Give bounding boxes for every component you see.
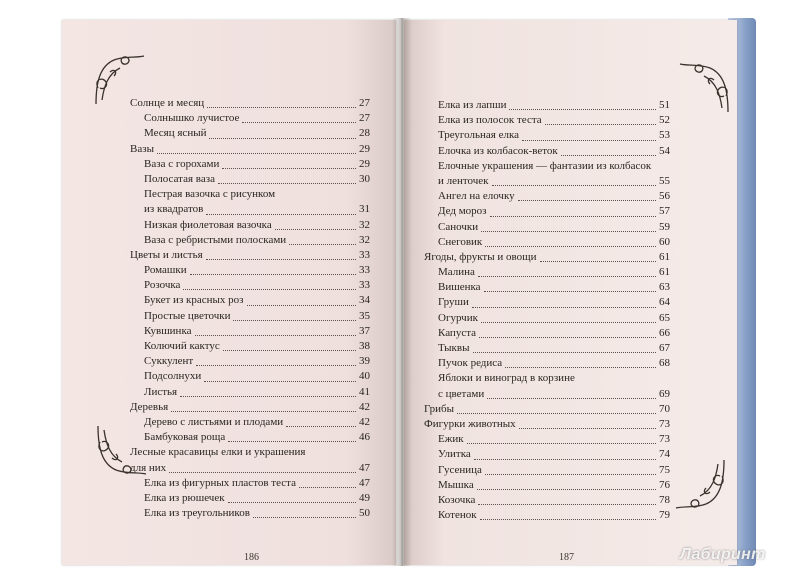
toc-entry-page: 73: [659, 433, 670, 446]
flourish-bottom-right-icon: [672, 456, 728, 512]
toc-entry-page: 52: [659, 114, 670, 127]
toc-leader-dots: [169, 471, 356, 473]
toc-entry: [130, 369, 370, 384]
toc-leader-dots: [190, 273, 356, 275]
toc-entry-title: Козочка: [438, 493, 476, 506]
toc-entry-page: 29: [359, 157, 370, 170]
toc-leader-dots: [223, 349, 356, 351]
toc-entry: [130, 385, 370, 400]
toc-leader-dots: [487, 397, 656, 399]
toc-entry: [130, 461, 370, 476]
toc-entry: [130, 400, 370, 415]
toc-entry-page: 47: [359, 476, 370, 489]
toc-entry: [130, 157, 370, 172]
toc-leader-dots: [518, 199, 656, 201]
toc-entry: [130, 202, 370, 217]
toc-entry: [424, 417, 670, 432]
toc-entry-title: Листья: [144, 385, 178, 398]
toc-entry: [130, 354, 370, 369]
toc-leader-dots: [157, 152, 356, 154]
toc-entry: [424, 189, 670, 204]
toc-entry-title: Огурчик: [438, 311, 478, 324]
toc-entry-page: 41: [359, 385, 370, 398]
toc-entry-page: 60: [659, 235, 670, 248]
toc-entry-page: 55: [659, 174, 670, 187]
watermark: Лабиринт: [680, 546, 766, 563]
toc-entry-page: 30: [359, 172, 370, 185]
toc-entry: [424, 144, 670, 159]
toc-entry: [130, 324, 370, 339]
toc-leader-dots: [286, 425, 356, 427]
toc-leader-dots: [242, 121, 356, 123]
toc-leader-dots: [472, 306, 656, 308]
toc-entry-title: Солнышко лучистое: [144, 112, 240, 125]
toc-entry-title: Ангел на елочку: [438, 190, 515, 203]
toc-leader-dots: [206, 213, 356, 215]
toc-entry: [424, 356, 670, 371]
toc-leader-dots: [180, 395, 356, 397]
toc-leader-dots: [204, 380, 356, 382]
toc-leader-dots: [209, 137, 356, 139]
toc-entry-title: Ягоды, фрукты и овощи: [424, 250, 537, 263]
toc-entry-title: Ваза с горохами: [144, 157, 220, 170]
toc-leader-dots: [233, 319, 356, 321]
toc-entry-title: и ленточек: [438, 174, 489, 187]
toc-leader-dots: [480, 518, 656, 520]
toc-leader-dots: [481, 321, 656, 323]
toc-entry-title: Дерево с листьями и плодами: [144, 415, 284, 428]
toc-entry: [130, 415, 370, 430]
toc-entry-page: 28: [359, 127, 370, 140]
toc-entry: [424, 493, 670, 508]
toc-entry-title: Солнце и месяц: [130, 97, 205, 109]
toc-entry-title: Вазы: [130, 142, 154, 155]
toc-entry-page: 68: [659, 357, 670, 370]
toc-entry-page: 42: [359, 415, 370, 428]
toc-entry-title: Малина: [438, 266, 475, 279]
toc-entry: [130, 491, 370, 506]
toc-leader-dots: [299, 486, 356, 488]
toc-leader-dots: [485, 473, 656, 475]
toc-entry-title: Полосатая ваза: [144, 172, 215, 185]
toc-entry-page: 74: [659, 448, 670, 461]
toc-entry-title: Капуста: [438, 326, 477, 339]
toc-entry-title: Букет из красных роз: [144, 294, 244, 307]
toc-leader-dots: [509, 108, 656, 110]
toc-leader-dots: [289, 243, 356, 245]
toc-entry: [130, 126, 370, 141]
toc-entry: [130, 233, 370, 248]
toc-entry-title: Фигурки животных: [424, 417, 516, 430]
toc-leader-dots: [478, 503, 656, 505]
toc-entry-page: 27: [359, 112, 370, 125]
toc-entry-page: 32: [359, 218, 370, 231]
toc-leader-dots: [519, 427, 656, 429]
toc-entry-title: Лесные красавицы елки и украшения: [130, 446, 306, 459]
toc-entry-title: Улитка: [438, 448, 471, 461]
toc-entry: [424, 265, 670, 280]
toc-leader-dots: [253, 516, 356, 518]
toc-entry: [130, 293, 370, 308]
toc-leader-dots: [171, 410, 356, 412]
toc-entry-page: 29: [359, 142, 370, 155]
toc-entry-title: Дед мороз: [438, 205, 487, 218]
toc-entry: [130, 476, 370, 491]
toc-entry: [130, 445, 370, 460]
toc-entry: [424, 113, 670, 128]
toc-entry-page: 33: [359, 248, 370, 261]
toc-entry-title: Бамбуковая роща: [144, 431, 226, 444]
toc-leader-dots: [275, 228, 356, 230]
toc-entry-page: 39: [359, 355, 370, 368]
toc-entry: [424, 447, 670, 462]
toc-entry: [424, 402, 670, 417]
toc-entry-page: 65: [659, 311, 670, 324]
toc-entry: [424, 280, 670, 295]
toc-entry-page: 51: [659, 99, 670, 111]
toc-entry: [130, 309, 370, 324]
toc-entry: [130, 172, 370, 187]
toc-entry-title: Котенок: [438, 509, 477, 522]
toc-entry: [130, 187, 370, 202]
toc-entry-title: Вишенка: [438, 281, 481, 294]
toc-entry-page: 47: [359, 461, 370, 474]
toc-leader-dots: [473, 351, 657, 353]
toc-entry-page: 64: [659, 296, 670, 309]
toc-leader-dots: [247, 304, 356, 306]
toc-leader-dots: [485, 245, 656, 247]
toc-entry-title: Месяц ясный: [144, 127, 207, 140]
toc-entry-title: Елочка из колбасок-веток: [438, 144, 558, 157]
toc-leader-dots: [207, 106, 356, 108]
toc-entry: [424, 311, 670, 326]
toc-right-list: [424, 98, 670, 523]
toc-leader-dots: [478, 275, 656, 277]
toc-entry-title: Цветы и листья: [130, 248, 203, 261]
toc-entry-title: Мышка: [438, 478, 474, 491]
toc-entry-title: Елка из фигурных пластов теста: [144, 476, 296, 489]
toc-leader-dots: [477, 488, 656, 490]
toc-entry-title: Ваза с ребристыми полосками: [144, 233, 287, 246]
toc-entry-page: 75: [659, 463, 670, 476]
toc-entry-page: 73: [659, 417, 670, 430]
toc-leader-dots: [481, 230, 656, 232]
toc-leader-dots: [479, 336, 656, 338]
toc-entry-page: 66: [659, 326, 670, 339]
toc-entry: [424, 432, 670, 447]
toc-leader-dots: [467, 442, 656, 444]
toc-entry: [130, 248, 370, 263]
toc-entry: [424, 387, 670, 402]
toc-entry-title: Ромашки: [144, 264, 187, 277]
toc-entry-title: Деревья: [130, 400, 169, 413]
toc-entry-title: Пучок редиса: [438, 357, 503, 370]
toc-entry: [424, 174, 670, 189]
toc-entry-title: Снеговик: [438, 235, 483, 248]
toc-entry-page: 76: [659, 478, 670, 491]
toc-left-list: [130, 96, 370, 521]
toc-entry-page: 61: [659, 250, 670, 263]
toc-entry-title: Пестрая вазочка с рисунком: [144, 188, 276, 201]
toc-entry: [424, 220, 670, 235]
toc-entry: [130, 96, 370, 111]
toc-entry-title: Подсолнухи: [144, 370, 202, 383]
toc-entry-page: 49: [359, 491, 370, 504]
toc-entry-title: Елка из рюшечек: [144, 491, 225, 504]
toc-entry-page: 35: [359, 309, 370, 322]
toc-leader-dots: [474, 458, 656, 460]
toc-entry-page: 42: [359, 400, 370, 413]
toc-entry-title: Саночки: [438, 220, 479, 233]
toc-entry-page: 57: [659, 205, 670, 218]
toc-entry: [424, 159, 670, 174]
toc-entry: [130, 506, 370, 521]
toc-leader-dots: [540, 260, 657, 262]
toc-leader-dots: [195, 334, 356, 336]
toc-entry: [424, 128, 670, 143]
flourish-top-right-icon: [676, 60, 732, 116]
toc-entry: [424, 371, 670, 386]
toc-entry-title: Низкая фиолетовая вазочка: [144, 218, 272, 231]
toc-entry: [130, 339, 370, 354]
toc-entry: [130, 263, 370, 278]
toc-entry-title: Розочка: [144, 279, 181, 292]
toc-entry: [424, 341, 670, 356]
toc-entry-title: Елка из треугольников: [144, 507, 250, 520]
toc-entry: [130, 278, 370, 293]
toc-entry: [424, 204, 670, 219]
toc-entry-page: 63: [659, 281, 670, 294]
toc-leader-dots: [228, 440, 356, 442]
toc-entry-title: с цветами: [438, 387, 485, 400]
toc-entry-page: 31: [359, 203, 370, 216]
toc-entry-page: 46: [359, 431, 370, 444]
toc-leader-dots: [206, 258, 356, 260]
toc-entry: [130, 218, 370, 233]
toc-entry-title: Колючий кактус: [144, 340, 220, 352]
toc-entry: [130, 142, 370, 157]
toc-entry-page: 32: [359, 233, 370, 246]
toc-entry: [130, 430, 370, 445]
toc-entry-title: Груши: [438, 296, 469, 309]
toc-entry: [424, 478, 670, 493]
book-spine: [392, 18, 412, 566]
toc-entry-title: Грибы: [424, 402, 455, 415]
toc-entry-title: Простые цветочки: [144, 309, 231, 322]
toc-entry-page: 53: [659, 129, 670, 142]
toc-entry-page: 40: [359, 370, 370, 383]
toc-entry-title: Елка из полосок теста: [438, 114, 542, 127]
toc-leader-dots: [183, 288, 356, 290]
toc-leader-dots: [492, 184, 656, 186]
toc-entry-page: 56: [659, 190, 670, 203]
toc-leader-dots: [522, 139, 656, 141]
toc-leader-dots: [228, 501, 356, 503]
toc-entry: [424, 508, 670, 523]
toc-entry-page: 50: [359, 507, 370, 520]
toc-entry: [424, 235, 670, 250]
toc-entry: [424, 98, 670, 113]
toc-leader-dots: [196, 364, 356, 366]
page-number-right: 187: [559, 552, 574, 563]
toc-entry-page: 67: [659, 342, 670, 354]
toc-leader-dots: [505, 366, 656, 368]
toc-entry: [130, 111, 370, 126]
toc-entry-page: 34: [359, 294, 370, 307]
toc-entry: [424, 463, 670, 478]
toc-entry-title: Гусеница: [438, 463, 482, 476]
toc-entry-page: 59: [659, 220, 670, 233]
toc-entry-page: 27: [359, 97, 370, 109]
toc-entry-page: 79: [659, 509, 670, 522]
toc-entry-title: Тыквы: [438, 342, 470, 354]
toc-leader-dots: [457, 412, 656, 414]
toc-entry-page: 69: [659, 387, 670, 400]
toc-entry-page: 70: [659, 402, 670, 415]
toc-entry: [424, 326, 670, 341]
toc-leader-dots: [545, 123, 656, 125]
toc-entry: [424, 250, 670, 265]
toc-entry-page: 37: [359, 324, 370, 337]
toc-entry-title: Яблоки и виноград в корзине: [438, 372, 575, 385]
page-number-left: 186: [244, 552, 259, 563]
toc-entry-page: 33: [359, 279, 370, 292]
toc-leader-dots: [561, 154, 656, 156]
toc-entry-title: Суккулент: [144, 355, 194, 368]
toc-entry-page: 54: [659, 144, 670, 157]
toc-entry-page: 33: [359, 264, 370, 277]
toc-leader-dots: [222, 167, 356, 169]
toc-entry-title: Треугольная елка: [438, 129, 520, 142]
toc-leader-dots: [218, 182, 356, 184]
toc-leader-dots: [484, 290, 656, 292]
toc-entry: [424, 295, 670, 310]
toc-entry-title: Ежик: [438, 433, 464, 446]
toc-entry-title: для них: [130, 461, 167, 474]
toc-entry-page: 61: [659, 266, 670, 279]
toc-entry-title: Елочные украшения — фантазии из колбасок: [438, 159, 652, 172]
toc-leader-dots: [490, 215, 656, 217]
toc-entry-page: 78: [659, 493, 670, 506]
toc-entry-title: Елка из лапши: [438, 99, 507, 111]
toc-entry-title: из квадратов: [144, 203, 204, 216]
toc-entry-page: 38: [359, 340, 370, 352]
toc-entry-title: Кувшинка: [144, 324, 192, 337]
